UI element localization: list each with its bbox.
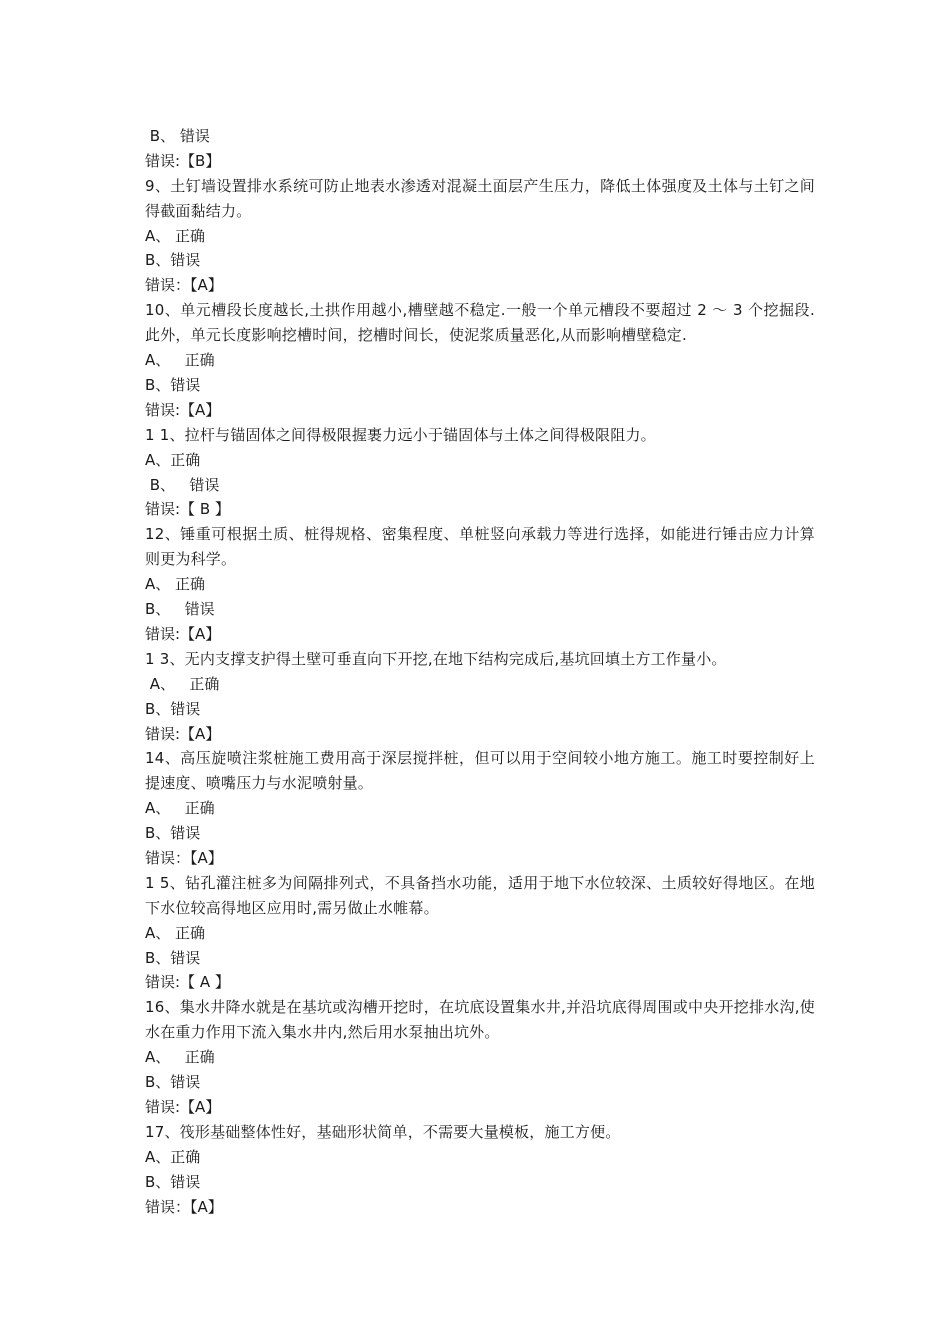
question-12: 12、锤重可根据土质、桩得规格、密集程度、单桩竖向承载力等进行选择，如能进行锤击应力计算则更为科学。 <box>145 525 815 569</box>
option-b: B、错误 <box>145 375 201 394</box>
option-b: B、错误 <box>145 251 201 270</box>
answer-line: 错误:【A】 <box>145 400 221 419</box>
option-b: B、错误 <box>145 699 201 718</box>
question-13: 1 3、无内支撑支护得土壁可垂直向下开挖,在地下结构完成后,基坑回填土方工作量小。 <box>145 649 727 668</box>
question-16: 16、集水井降水就是在基坑或沟槽开挖时，在坑底设置集水井,并沿坑底得周围或中央开挖排水沟,使水在重力作用下流入集水井内,然后用水泵抽出坑外。 <box>145 998 815 1042</box>
answer-line: 错误:【 A 】 <box>145 973 230 992</box>
option-b: B、错误 <box>145 948 201 967</box>
option-a: A、 正确 <box>145 351 215 370</box>
option-b: B、 错误 <box>145 127 210 145</box>
question-10: 10、单元槽段长度越长,土拱作用越小,槽壁越不稳定.一般一个单元槽段不要超过 2 ～ 3 个挖掘段.此外，单元长度影响挖槽时间，挖槽时间长，使泥浆质量恶化,从而影响槽壁稳定. <box>145 301 815 345</box>
option-a: A、正确 <box>145 1147 201 1166</box>
question-14: 14、高压旋喷注浆桩施工费用高于深层搅拌桩，但可以用于空间较小地方施工。施工时要控制好上提速度、喷嘴压力与水泥喷射量。 <box>145 749 815 793</box>
option-b: B、错误 <box>145 1172 201 1191</box>
question-list <box>145 124 815 1219</box>
option-a: A、 正确 <box>145 923 206 942</box>
option-a: A、正确 <box>145 450 201 469</box>
option-b: B、错误 <box>145 824 201 843</box>
option-a: A、 正确 <box>145 1048 215 1067</box>
option-a: A、 正确 <box>145 799 215 818</box>
answer-line: 错误:【B】 <box>145 151 221 170</box>
answer-line: 错误：【A】 <box>145 848 223 867</box>
answer-line: 错误：【A】 <box>145 1197 223 1216</box>
option-b: B、错误 <box>145 1073 201 1092</box>
option-a: A、 正确 <box>145 226 206 245</box>
answer-line: 错误:【A】 <box>145 1097 221 1116</box>
answer-line: 错误：【A】 <box>145 276 223 295</box>
option-a: A、 正确 <box>145 575 206 594</box>
question-9: 9、土钉墙设置排水系统可防止地表水渗透对混凝土面层产生压力，降低土体强度及土体与土钉之间得截面黏结力。 <box>145 176 815 220</box>
option-b: B、 错误 <box>145 475 220 494</box>
option-b: B、 错误 <box>145 600 215 619</box>
question-17: 17、筏形基础整体性好，基础形状简单，不需要大量模板，施工方便。 <box>145 1122 621 1141</box>
question-15: 1 5、钻孔灌注桩多为间隔排列式，不具备挡水功能，适用于地下水位较深、土质较好得地区。在地下水位较高得地区应用时,需另做止水帷幕。 <box>145 873 815 917</box>
answer-line: 错误:【A】 <box>145 724 221 743</box>
option-a: A、 正确 <box>145 674 220 693</box>
question-11: 1 1、拉杆与锚固体之间得极限握裹力远小于锚固体与土体之间得极限阻力。 <box>145 425 656 444</box>
answer-line: 错误:【A】 <box>145 624 221 643</box>
answer-line: 错误:【 B 】 <box>145 500 230 519</box>
